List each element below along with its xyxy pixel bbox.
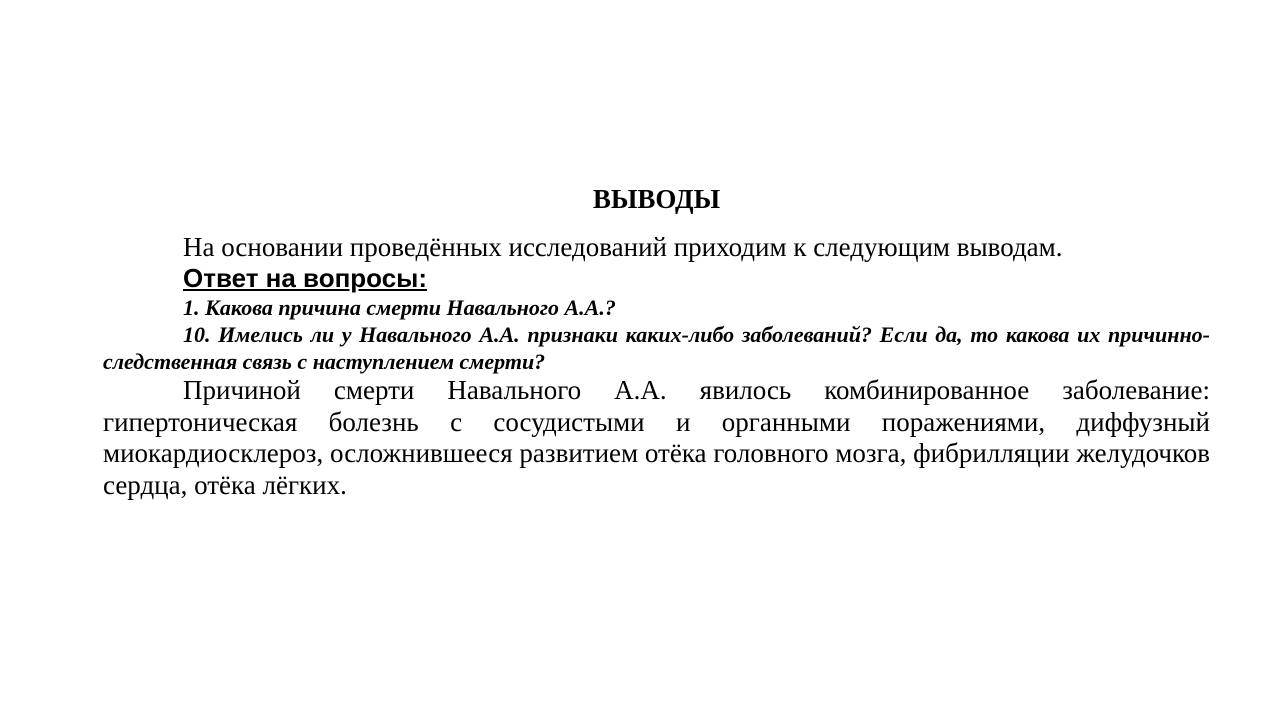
answer-paragraph: Причиной смерти Навального А.А. явилось комбинированное заболевание: гипертоническая болезнь с сосудистыми и органными поражениями, диффузный миокардиосклероз, осложнившееся развитием отёка головного мозга, фибрилляции желудочков сердца, отёка лёгких. [103, 375, 1210, 500]
question-1: 1. Какова причина смерти Навального А.А.? [183, 295, 616, 320]
question-10: 10. Имелись ли у Навального А.А. признаки каких-либо заболеваний? Если да, то какова их причинно-следственная связь с наступлением смерти? [103, 322, 1210, 374]
document-page [103, 178, 1210, 501]
conclusions-heading: ВЫВОДЫ [592, 184, 721, 214]
intro-paragraph: На основании проведённых исследований приходим к следующим выводам. [183, 232, 1063, 262]
answers-heading: Ответ на вопросы: [183, 263, 428, 293]
